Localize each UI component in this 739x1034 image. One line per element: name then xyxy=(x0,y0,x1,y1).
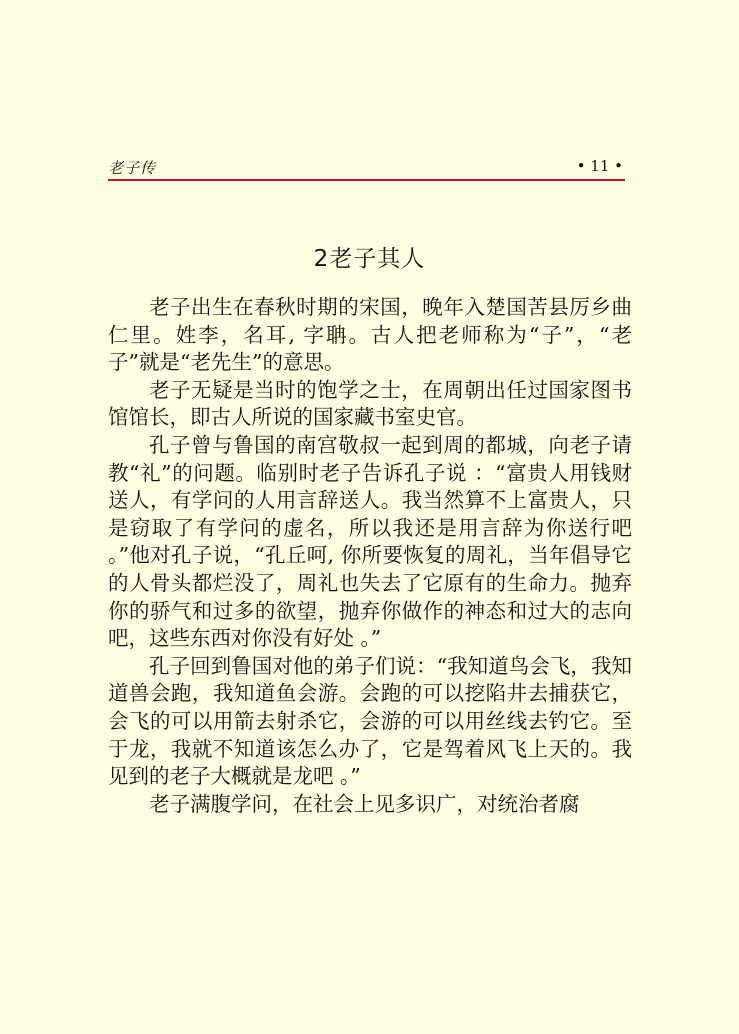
header-rule xyxy=(108,179,625,181)
paragraph: 老子满腹学问，在社会上见多识广，对统治者腐 xyxy=(149,791,580,816)
paragraph: 孔子曾与鲁国的南宫敬叔一起到周的都城，向老子请教“礼”的问题。临别时老子告诉孔子说 ：“富贵人用钱财送人，有学问的人用言辞送人。我当然算不上富贵人，只是窃取了有学问的虚名，所以我还是用言辞为你送行吧 。”他对孔子说，“孔丘呵, 你所要恢复的周礼，当年倡导它的人骨头都烂没了，周礼也失去了它原有的生命力。抛弃你的骄气和过多的欲望，抛弃你做作的神态和过大的志向吧，这些东西对你没有好处 。” xyxy=(108,432,632,651)
chapter-title: 2老子其人 xyxy=(313,246,426,272)
paragraph: 老子无疑是当时的饱学之士，在周朝出任过国家图书馆馆长，即古人所说的国家藏书室史官。 xyxy=(108,377,632,430)
page-number: • 11 • xyxy=(576,157,623,175)
paragraph: 孔子回到鲁国对他的弟子们说：“我知道鸟会飞，我知道兽会跑，我知道鱼会游。会跑的可以挖陷井去捕获它，会飞的可以用箭去射杀它，会游的可以用丝线去钓它。至于龙，我就不知道该怎么办了，它是驾着风飞上天的。我见到的老子大概就是龙吧 。” xyxy=(108,653,632,789)
running-header xyxy=(108,157,625,181)
paragraph: 老子出生在春秋时期的宋国，晚年入楚国苦县厉乡曲仁里。姓李，名耳, 字聃。古人把老师称为“子”，“老子”就是“老先生”的意思。 xyxy=(108,295,632,375)
book-title: 老子传 xyxy=(108,159,157,177)
body-text xyxy=(108,294,632,818)
